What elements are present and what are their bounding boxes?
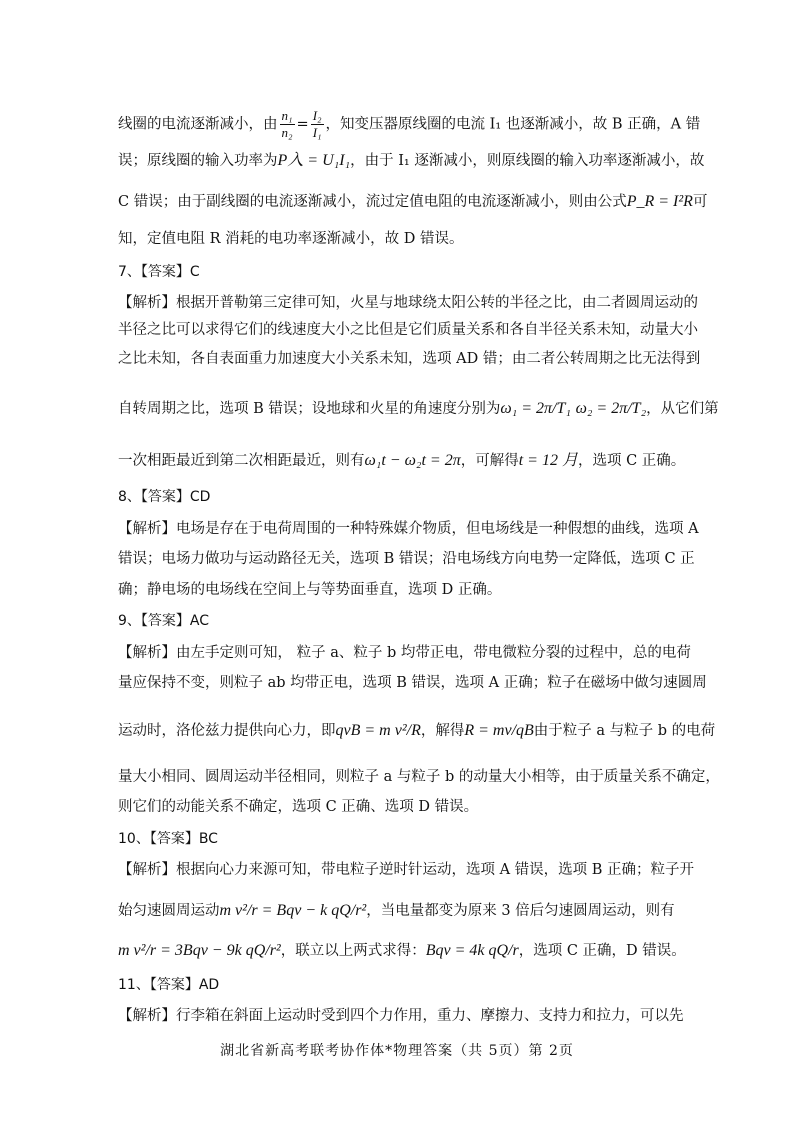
text-line-4: 知，定值电阻 R 消耗的电功率逐渐减小，故 D 错误。 <box>118 231 464 247</box>
formula-phase: ω₁t − ω₂t = 2π <box>364 452 461 469</box>
q11-answer: 11、【答案】AD <box>118 977 220 993</box>
q9-line-1: 【解析】由左手定则可知， 粒子 a、粒子 b 均带正电，带电微粒分裂的过程中，总的电荷 <box>118 645 691 661</box>
formula-power-in: P入 = U₁I₁ <box>277 152 351 169</box>
formula-t: t = 12 月 <box>518 452 578 469</box>
text-line-2: 误；原线圈的输入功率为P入 = U₁I₁，由于 I₁ 逐渐减小，则原线圈的输入功率逐渐减小，故 <box>118 152 705 169</box>
q7-line-4: 自转周期之比，选项 B 错误；设地球和火星的角速度分别为ω₁ = 2π/T₁ ω₂ = 2π/T₂，从它们第 <box>118 400 719 417</box>
q9-line-4: 量大小相同、圆周运动半径相同，则粒子 a 与粒子 b 的动量大小相等，由于质量关系不确定， <box>118 769 720 785</box>
formula-lorentz: qvB = m v²/R <box>335 722 421 739</box>
line-text: ，知变压器原线圈的电流 I₁ 也逐渐减小，故 B 正确，A 错 <box>325 116 701 133</box>
q10-line-2: 始匀速圆周运动m v²/r = Bqv − k qQ/r²，当电量都变为原来 3 倍后匀速圆周运动，则有 <box>118 902 675 919</box>
q10-line-3: m v²/r = 3Bqv − 9k qQ/r²，联立以上两式求得：Bqv = 4k qQ/r，选项 C 正确，D 错误。 <box>118 942 686 959</box>
q7-line-5: 一次相距最近到第二次相距最近，则有ω₁t − ω₂t = 2π，可解得t = 12 月，选项 C 正确。 <box>118 452 686 469</box>
line-text: 线圈的电流逐渐减小，由 <box>118 116 278 133</box>
q10-line-1: 【解析】根据向心力来源可知，带电粒子逆时针运动，选项 A 错误，选项 B 正确；粒子开 <box>118 862 695 878</box>
formula-power-r: P_R = I²R <box>626 193 693 210</box>
fraction-i: $\frac{\text{I₂}}{\text{I₁}}$ <box>312 108 322 140</box>
formula-omega1: ω₁ = 2π/T₁ <box>500 400 571 417</box>
page-footer: 湖北省新高考联考协作体*物理答案（共 5页）第 2页 <box>220 1043 574 1059</box>
formula-centripetal-2: m v²/r = 3Bqv − 9k qQ/r² <box>118 942 281 959</box>
q8-answer: 8、【答案】CD <box>118 489 211 505</box>
q7-line-3: 之比未知，各自表面重力加速度大小关系未知，选项 AD 错；由二者公转周期之比无法得到 <box>118 351 701 367</box>
q9-answer: 9、【答案】AC <box>118 613 210 629</box>
text-line-3: C 错误；由于副线圈的电流逐渐减小，流过定值电阻的电流逐渐减小，则由公式P_R = I²R可 <box>118 193 708 210</box>
q8-line-3: 确；静电场的电场线在空间上与等势面垂直，选项 D 正确。 <box>118 582 502 598</box>
formula-centripetal-1: m v²/r = Bqv − k qQ/r² <box>219 902 367 919</box>
q11-line-1: 【解析】行李箱在斜面上运动时受到四个力作用，重力、摩擦力、支持力和拉力，可以先 <box>118 1008 684 1024</box>
q7-answer: 7、【答案】C <box>118 264 200 280</box>
formula-result: Bqv = 4k qQ/r <box>425 942 519 959</box>
q10-answer: 10、【答案】BC <box>118 831 218 847</box>
q9-line-2: 量应保持不变，则粒子 ab 均带正电，选项 B 错误，选项 A 正确；粒子在磁场中做匀速圆周 <box>118 675 707 691</box>
q8-line-1: 【解析】电场是存在于电荷周围的一种特殊媒介物质，但电场线是一种假想的曲线，选项 A <box>118 521 699 537</box>
q8-line-2: 错误；电场力做功与运动路径无关，选项 B 错误；沿电场线方向电势一定降低，选项 C 正 <box>118 551 695 567</box>
q9-line-5: 则它们的动能关系不确定，选项 C 正确、选项 D 错误。 <box>118 799 479 815</box>
fraction-n: $\frac{\text{n₁}}{\text{n₂}}$ <box>281 108 293 140</box>
text-line-1: 线圈的电流逐渐减小，由 $\frac{\text{n₁}}{\text{n₂}}$ = $\frac{\text{I₂}}{\text{I₁}}$ ，知变压器原线圈的电流 I₁ 也逐渐减小，故 B 正确，A 错 <box>118 108 701 140</box>
q7-line-2: 半径之比可以求得它们的线速度大小之比但是它们质量关系和各自半径关系未知，动量大小 <box>118 322 698 338</box>
formula-omega2: ω₂ = 2π/T₂ <box>575 400 647 417</box>
formula-radius: R = mv/qB <box>464 722 534 739</box>
q7-line-1: 【解析】根据开普勒第三定律可知，火星与地球绕太阳公转的半径之比，由二者圆周运动的 <box>118 295 698 311</box>
q9-line-3: 运动时，洛伦兹力提供向心力，即qvB = m v²/R，解得R = mv/qB由于粒子 a 与粒子 b 的电荷 <box>118 722 716 739</box>
